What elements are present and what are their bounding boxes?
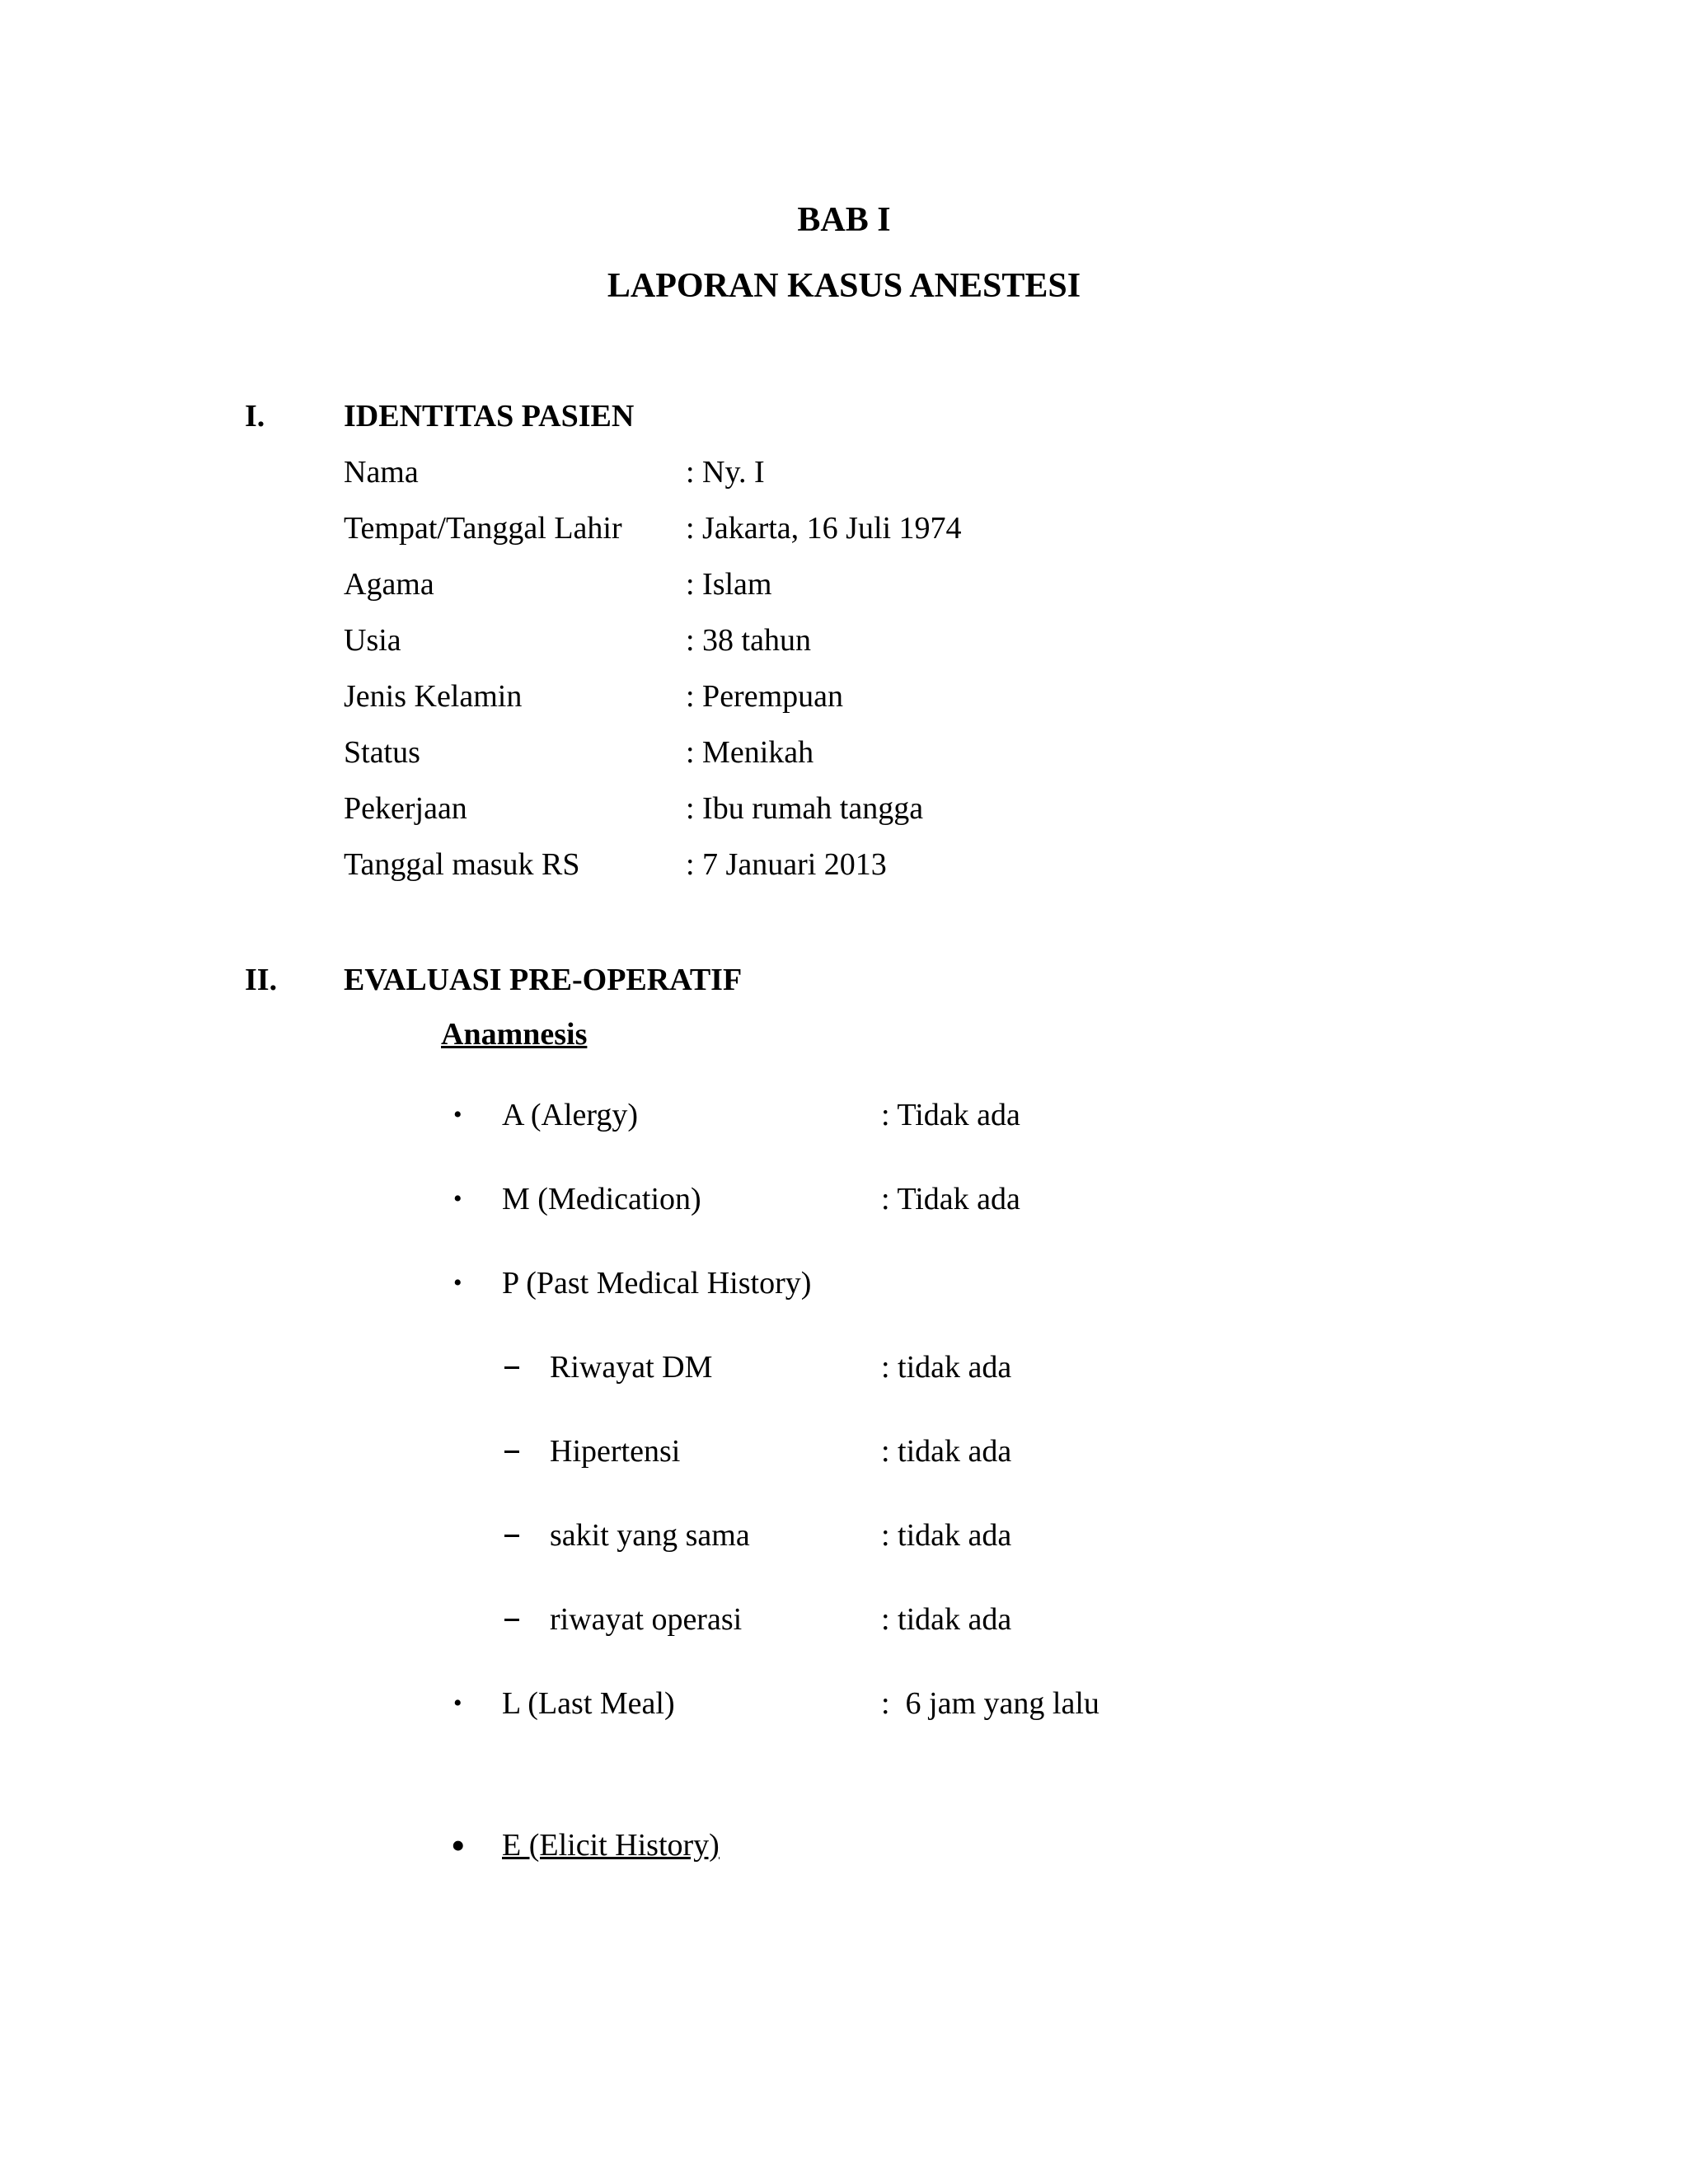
list-item-value: : 6 jam yang lalu (881, 1686, 1100, 1721)
list-item-value: : Tidak ada (881, 1182, 1020, 1216)
dash-icon (504, 1451, 519, 1453)
sub-item-label: Riwayat DM (550, 1350, 713, 1385)
field-label: Pekerjaan (344, 791, 467, 826)
list-item-label: A (Alergy) (502, 1098, 638, 1132)
field-value: : Ny. I (686, 455, 765, 490)
dash-icon (504, 1619, 519, 1621)
field-label: Jenis Kelamin (344, 679, 523, 714)
list-item-label: E (Elicit History) (502, 1828, 720, 1863)
sub-item-value: : tidak ada (881, 1518, 1012, 1553)
field-value: : 7 Januari 2013 (686, 847, 887, 882)
section-2-number: II. (245, 963, 278, 997)
sub-item-label: sakit yang sama (550, 1518, 750, 1553)
field-label: Tanggal masuk RS (344, 847, 580, 882)
anamnesis-subheading: Anamnesis (441, 1017, 588, 1052)
list-item-label: L (Last Meal) (502, 1686, 675, 1721)
document-title: LAPORAN KASUS ANESTESI (607, 267, 1081, 305)
field-value: : Menikah (686, 735, 814, 770)
list-item-label: P (Past Medical History) (502, 1266, 812, 1301)
field-value: : Perempuan (686, 679, 844, 714)
bullet-icon: • (451, 1822, 466, 1868)
bullet-icon: • (453, 1101, 462, 1128)
section-1-number: I. (245, 399, 265, 434)
sub-item-value: : tidak ada (881, 1350, 1012, 1385)
field-label: Usia (344, 623, 401, 658)
bullet-icon: • (453, 1185, 462, 1212)
field-label: Agama (344, 567, 434, 602)
field-value: : Islam (686, 567, 772, 602)
field-value: : 38 tahun (686, 623, 811, 658)
sub-item-label: Hipertensi (550, 1434, 681, 1469)
field-label: Tempat/Tanggal Lahir (344, 511, 622, 546)
field-label: Status (344, 735, 420, 770)
chapter-heading: BAB I (797, 201, 891, 239)
list-item-label: M (Medication) (502, 1182, 701, 1216)
dash-icon (504, 1366, 519, 1369)
sub-item-label: riwayat operasi (550, 1602, 743, 1637)
section-1-heading: IDENTITAS PASIEN (344, 399, 635, 434)
field-value: : Jakarta, 16 Juli 1974 (686, 511, 962, 546)
bullet-icon: • (453, 1690, 462, 1717)
bullet-icon: • (453, 1269, 462, 1296)
dash-icon (504, 1535, 519, 1537)
section-2-heading: EVALUASI PRE-OPERATIF (344, 963, 743, 997)
sub-item-value: : tidak ada (881, 1434, 1012, 1469)
sub-item-value: : tidak ada (881, 1602, 1012, 1637)
field-value: : Ibu rumah tangga (686, 791, 924, 826)
field-label: Nama (344, 455, 419, 490)
list-item-value: : Tidak ada (881, 1098, 1020, 1132)
